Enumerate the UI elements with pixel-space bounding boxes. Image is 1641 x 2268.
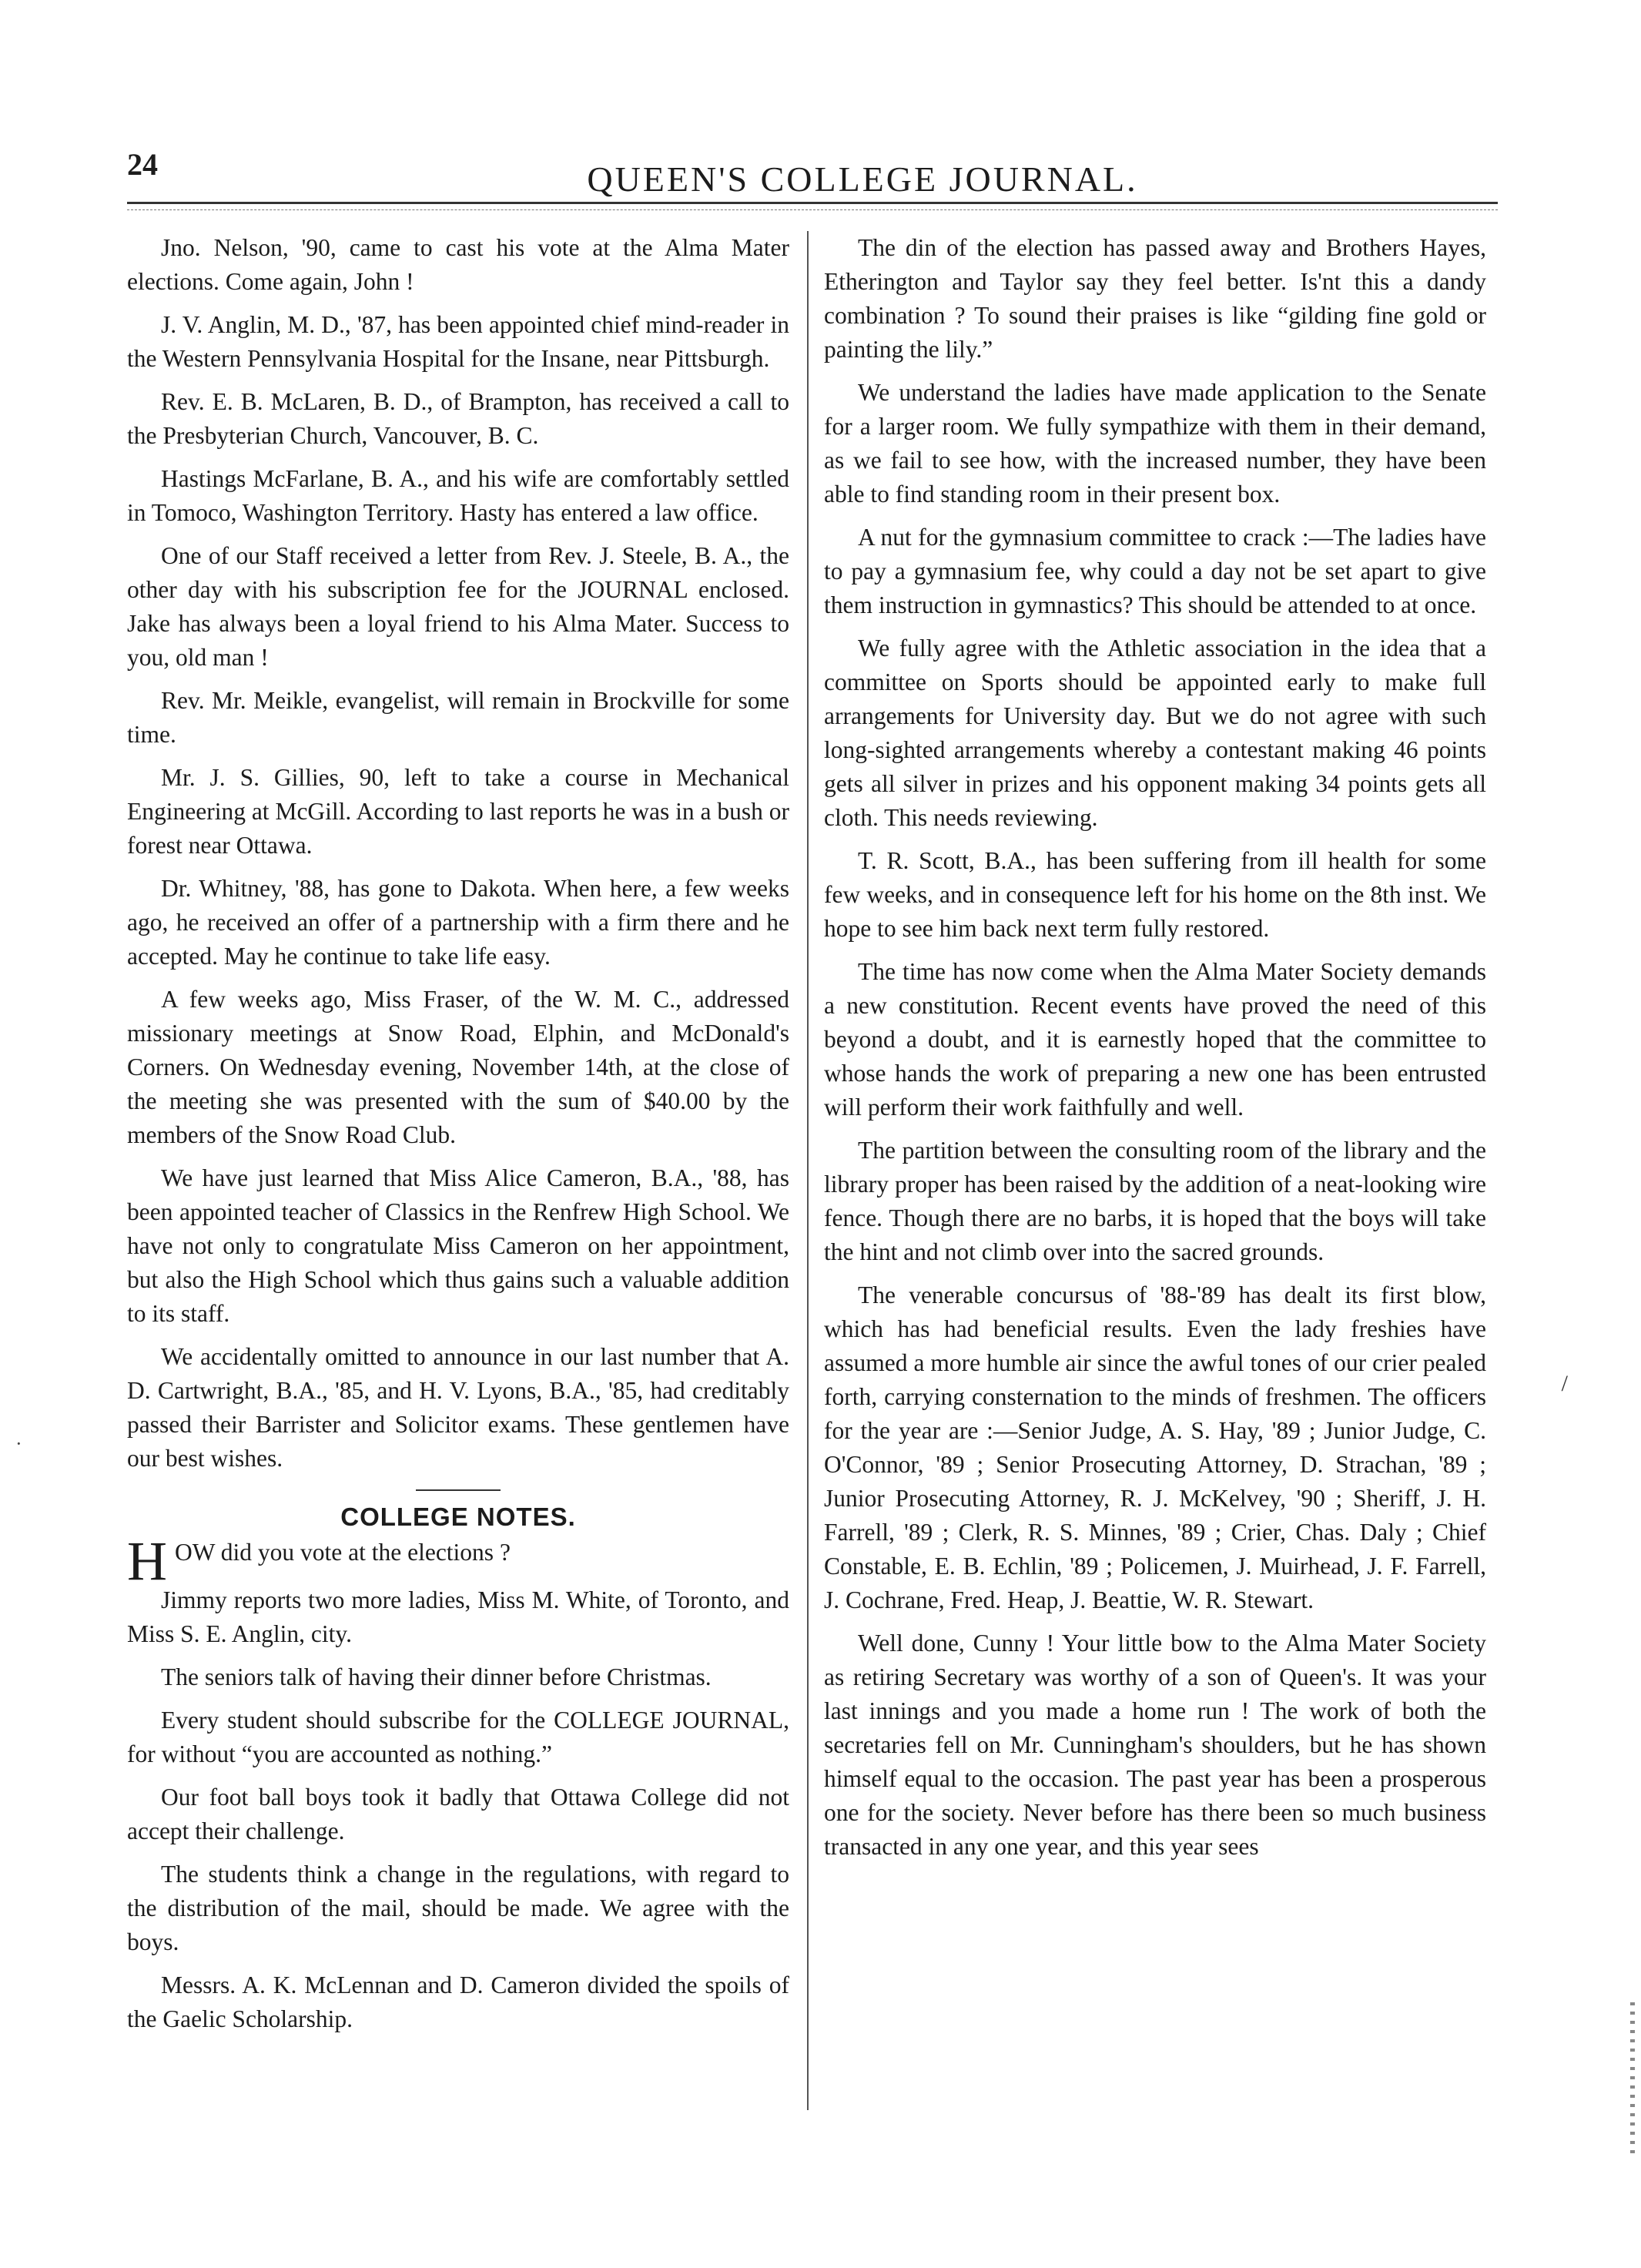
college-note: Every student should subscribe for the COLLEGE JOURNAL, for without “you are accounted as nothing.” [127, 1707, 789, 1767]
right-paragraph: We understand the ladies have made application to the Senate for a larger room. We fully sympathize with them in their demand, as we fail to see how, with the increased number, they have been able to find standing room in their present box. [824, 379, 1486, 508]
margin-mark: / [1561, 1371, 1568, 1396]
left-paragraph: Hastings McFarlane, B. A., and his wife are comfortably settled in Tomoco, Washington Territory. Hasty has entered a law office. [127, 465, 789, 526]
page-number: 24 [127, 147, 158, 182]
right-paragraph: T. R. Scott, B.A., has been suffering from ill health for some few weeks, and in consequence left for his home on the 8th inst. We hope to see him back next term fully restored. [824, 847, 1486, 942]
college-notes-heading: COLLEGE NOTES. [340, 1503, 576, 1531]
first-paragraph-text: OW did you vote at the elections ? [175, 1539, 511, 1566]
left-paragraph: One of our Staff received a letter from Rev. J. Steele, B. A., the other day with his subscription fee for the JOURNAL enclosed. Jake has always been a loyal friend to his Alma Mater. Success to you, old man ! [127, 542, 789, 671]
left-margin-speck: · [15, 1432, 22, 1455]
college-notes-first-paragraph [127, 1530, 789, 1592]
left-paragraph: Rev. E. B. McLaren, B. D., of Brampton, has received a call to the Presbyterian Church, Vancouver, B. C. [127, 388, 789, 449]
college-note: Jimmy reports two more ladies, Miss M. White, of Toronto, and Miss S. E. Anglin, city. [127, 1586, 789, 1647]
left-paragraph: Dr. Whitney, '88, has gone to Dakota. When here, a few weeks ago, he received an offer of a partnership with a firm there and he accepted. May he continue to take life easy. [127, 875, 789, 970]
college-note: The students think a change in the regulations, with regard to the distribution of the mail, should be made. We agree with the boys. [127, 1861, 789, 1955]
right-paragraph: The din of the election has passed away and Brothers Hayes, Etherington and Taylor say they feel better. Is'nt this a dandy combination ? To sound their praises is like “gilding fine gold or painting the lily.” [824, 234, 1486, 363]
left-paragraph: Rev. Mr. Meikle, evangelist, will remain in Brockville for some time. [127, 687, 789, 748]
college-note: Messrs. A. K. McLennan and D. Cameron divided the spoils of the Gaelic Scholarship. [127, 1972, 789, 2032]
left-column [127, 231, 789, 2045]
column-rule [807, 231, 809, 2110]
left-paragraph: Jno. Nelson, '90, came to cast his vote at the Alma Mater elections. Come again, John ! [127, 234, 789, 295]
left-paragraph: J. V. Anglin, M. D., '87, has been appointed chief mind-reader in the Western Pennsylvania Hospital for the Insane, near Pittsburgh. [127, 311, 789, 372]
header-rule-dashed [127, 209, 1498, 210]
right-paragraph: The venerable concursus of '88-'89 has dealt its first blow, which has had beneficial results. Even the lady freshies have assumed a more humble air since the awful tones of our crier pealed forth, carrying consternation to the minds of freshmen. The officers for the year are :—Senior Judge, A. S. Hay, '89 ; Junior Judge, C. O'Connor, '89 ; Senior Prosecuting Attorney, D. Strachan, '89 ; Junior Prosecuting Attorney, R. J. McKelvey, '90 ; Sheriff, J. H. Farrell, '89 ; Clerk, R. S. Minnes, '89 ; Crier, Chas. Daly ; Chief Constable, E. B. Echlin, '89 ; Policemen, J. Muirhead, J. F. Farrell, J. Cochrane, Fred. Heap, J. Beattie, W. R. Stewart. [824, 1281, 1486, 1613]
right-column [824, 231, 1486, 1873]
left-paragraph: We have just learned that Miss Alice Cameron, B.A., '88, has been appointed teacher of Classics in the Renfrew High School. We have not only to congratulate Miss Cameron on her appointment, but also the High School which thus gains such a valuable addition to its staff. [127, 1164, 789, 1327]
right-paragraph: Well done, Cunny ! Your little bow to the Alma Mater Society as retiring Secretary was worthy of a son of Queen's. It was your last innings and you made a home run ! The work of both the secretaries fell on Mr. Cunningham's shoulders, but he has shown himself equal to the occasion. The past year has been a prosperous one for the society. Never before has there been so much business transacted in any one year, and this year sees [824, 1630, 1486, 1860]
section-divider [416, 1489, 501, 1491]
binding-edge-specks [1630, 2002, 1635, 2156]
journal-title: QUEEN'S COLLEGE JOURNAL. [587, 159, 1138, 199]
right-paragraph: We fully agree with the Athletic association in the idea that a committee on Sports should be appointed early to make full arrangements for University day. But we do not agree with such long-sighted arrangements whereby a contestant making 46 points gets all silver in prizes and his opponent making 34 points gets all cloth. This needs reviewing. [824, 635, 1486, 831]
right-paragraph: A nut for the gymnasium committee to crack :—The ladies have to pay a gymnasium fee, why could a day not be set apart to give them instruction in gymnastics? This should be attended to at once. [824, 524, 1486, 618]
college-note: Our foot ball boys took it badly that Ottawa College did not accept their challenge. [127, 1784, 789, 1844]
left-paragraph: A few weeks ago, Miss Fraser, of the W. M. C., addressed missionary meetings at Snow Road, Elphin, and McDonald's Corners. On Wednesday evening, November 14th, at the close of the meeting she was presented with the sum of $40.00 by the members of the Snow Road Club. [127, 986, 789, 1148]
college-note: The seniors talk of having their dinner before Christmas. [161, 1663, 712, 1690]
right-paragraph: The partition between the consulting room of the library and the library proper has been raised by the addition of a neat-looking wire fence. Though there are no barbs, it is hoped that the boys will take the hint and not climb over into the sacred grounds. [824, 1137, 1486, 1265]
left-paragraph: Mr. J. S. Gillies, 90, left to take a course in Mechanical Engineering at McGill. According to last reports he was in a bush or forest near Ottawa. [127, 764, 789, 859]
right-paragraph: The time has now come when the Alma Mater Society demands a new constitution. Recent events have proved the need of this beyond a doubt, and it is earnestly hoped that the committee to whose hands the work of preparing a new one has been entrusted will perform their work faithfully and well. [824, 958, 1486, 1121]
header-rule [127, 202, 1498, 204]
drop-cap: H [127, 1530, 167, 1592]
left-paragraph: We accidentally omitted to announce in our last number that A. D. Cartwright, B.A., '85, and H. V. Lyons, B.A., '85, had creditably passed their Barrister and Solicitor exams. These gentlemen have our best wishes. [127, 1343, 789, 1472]
